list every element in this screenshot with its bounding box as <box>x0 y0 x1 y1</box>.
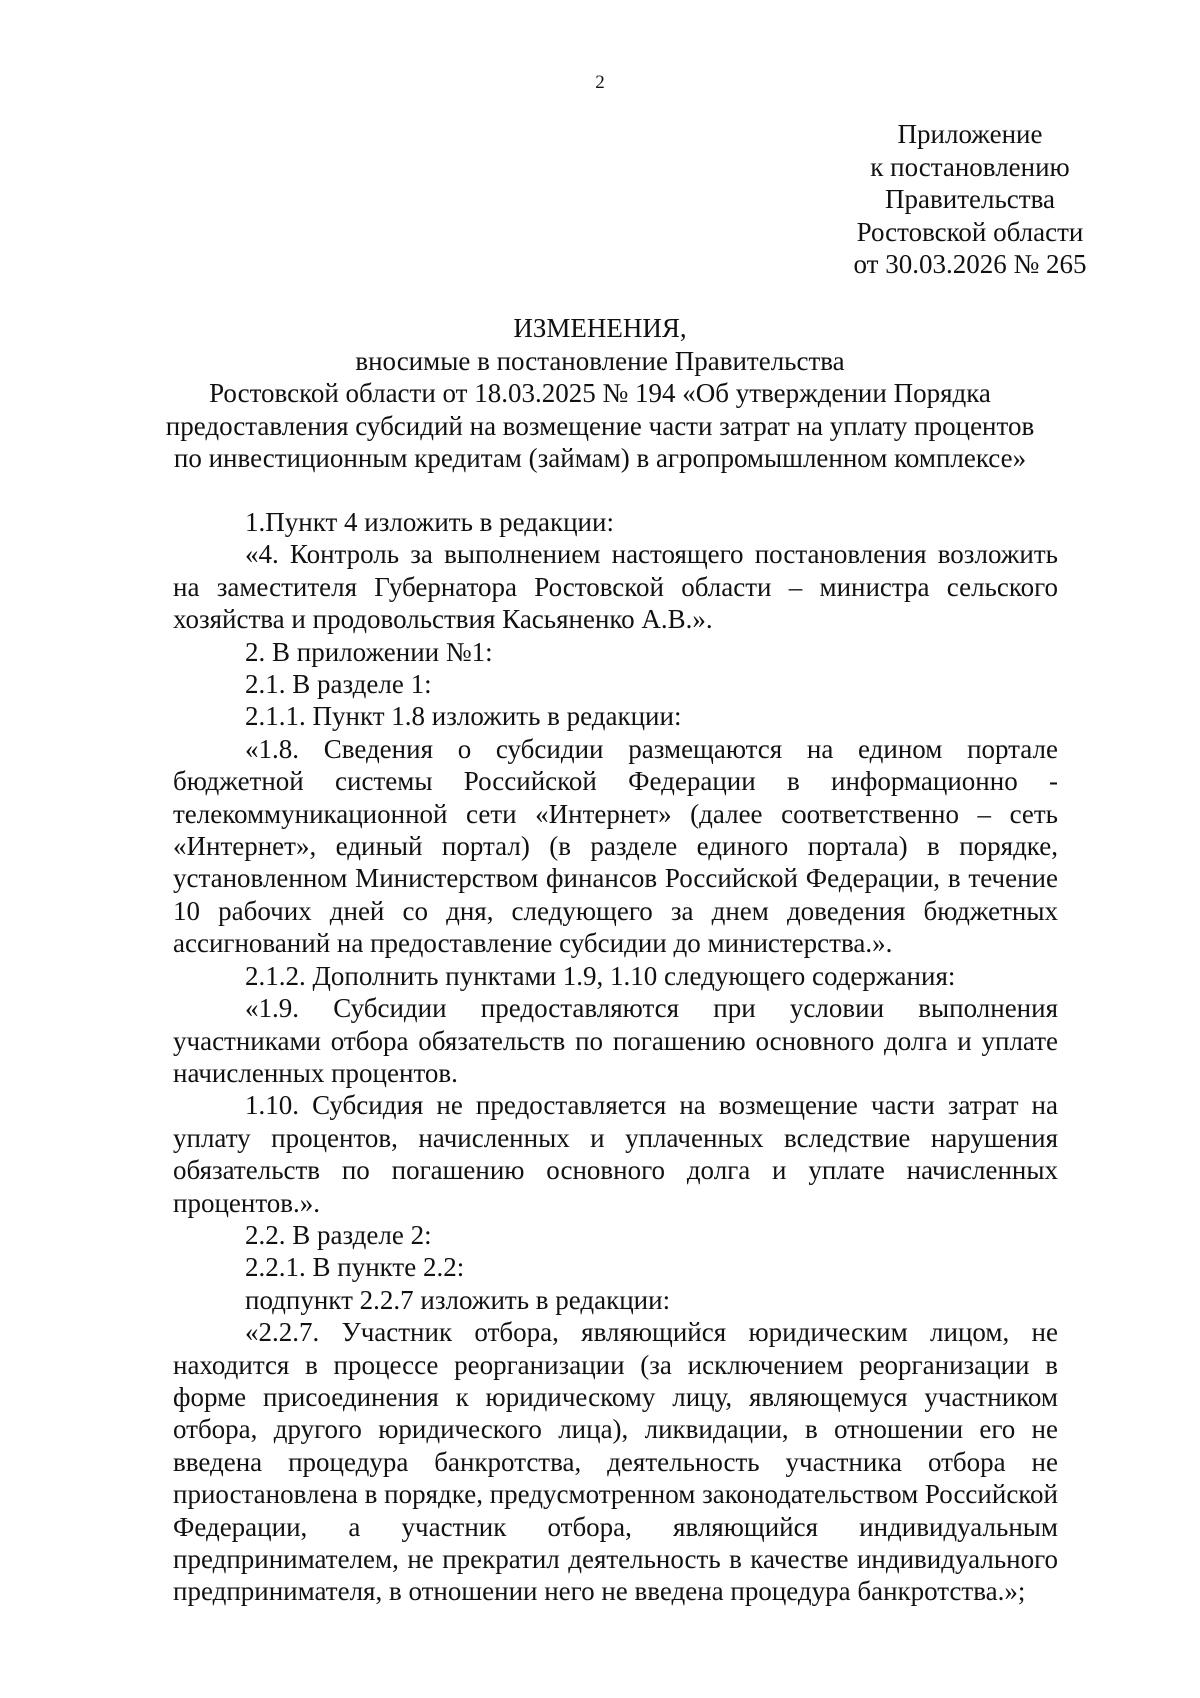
page-number: 2 <box>595 72 605 93</box>
appendix-line: Ростовской области <box>856 216 1084 247</box>
appendix-line: Приложение <box>897 119 1043 149</box>
paragraph: «1.8. Сведения о субсидии размещаются на едином портале бюджетной системы Российской Федерации в информационно - телекоммуникационной сети «Интернет» (далее соответственно – сеть «Интернет», единый портал) (в разделе единого портала) в порядке, установленном Министерством финансов Российской Федерации, в течение 10 рабочих дней со дня, следующего за днем доведения бюджетных ассигнований на предоставление субсидии до министерства.». <box>173 733 1058 959</box>
paragraph: 2.2. В разделе 2: <box>245 1219 432 1250</box>
title-line: Ростовской области от 18.03.2025 № 194 «Об утверждении Порядка <box>209 378 991 408</box>
appendix-line: от 30.03.2026 № 265 <box>853 249 1087 279</box>
paragraph: 1.Пункт 4 изложить в редакции: <box>245 507 614 537</box>
appendix-line: Правительства <box>885 184 1055 214</box>
appendix-line: к постановлению <box>870 151 1070 182</box>
paragraph: 2.1.2. Дополнить пунктами 1.9, 1.10 следующего содержания: <box>245 960 956 991</box>
paragraph: подпункт 2.2.7 изложить в редакции: <box>245 1284 671 1315</box>
paragraph: 1.10. Субсидия не предоставляется на возмещение части затрат на уплату процентов, начисленных и уплаченных вследствие нарушения обязательств по погашению основного долга и уплате начисленных процентов.». <box>173 1090 1058 1218</box>
title-line: вносимые в постановление Правительства <box>355 345 845 376</box>
paragraph: «2.2.7. Участник отбора, являющийся юридическим лицом, не находится в процессе реорганизации (за исключением реорганизации в форме присоединения к юридическому лицу, являющемуся участником отбора, другого юридического лица), ликвидации, в отношении его не введена процедура банкротства, деятельность участника отбора не приостановлена в порядке, предусмотренном законодательством Российской Федерации, а участник отбора, являющийся индивидуальным предпринимателем, не прекратил деятельность в качестве индивидуального предпринимателя, в отношении него не введена процедура банкротства.»; <box>173 1317 1058 1607</box>
document-body <box>173 506 1058 1608</box>
paragraph: «4. Контроль за выполнением настоящего постановления возложить на заместителя Губернатора Ростовской области – министра сельского хозяйства и продовольствия Касьяненко А.В.». <box>173 539 1058 635</box>
title-line: по инвестиционным кредитам (займам) в агропромышленном комплексе» <box>173 443 1027 473</box>
paragraph: «1.9. Субсидии предоставляются при условии выполнения участниками отбора обязательств по погашению основного долга и уплате начисленных процентов. <box>173 993 1058 1088</box>
document-title <box>150 312 1050 475</box>
paragraph: 2.2.1. В пункте 2.2: <box>245 1252 465 1283</box>
appendix-header <box>840 118 1100 281</box>
title-line: предоставления субсидий на возмещение части затрат на уплату процентов <box>165 410 1035 441</box>
paragraph: 2.1. В разделе 1: <box>245 669 432 700</box>
title-heading: ИЗМЕНЕНИЯ, <box>513 313 687 343</box>
paragraph: 2. В приложении №1: <box>245 636 493 667</box>
paragraph: 2.1.1. Пункт 1.8 изложить в редакции: <box>245 701 682 732</box>
